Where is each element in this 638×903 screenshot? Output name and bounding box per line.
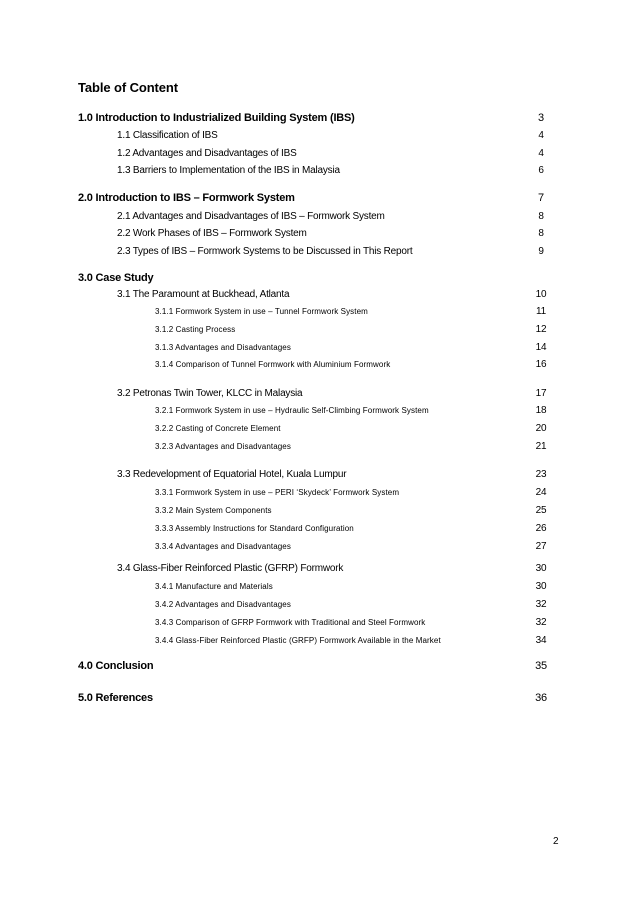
toc-entry-page: 3 xyxy=(538,112,544,124)
toc-entry-page: 17 xyxy=(535,388,547,399)
toc-entry-label: 5.0 References xyxy=(78,692,153,704)
toc-subsection-entry xyxy=(117,210,577,224)
toc-entry-label: 3.4.1 Manufacture and Materials xyxy=(155,582,273,591)
toc-subsubsection-entry xyxy=(155,522,575,536)
toc-entry-label: 3.0 Case Study xyxy=(78,272,154,284)
toc-entry-label: 1.2 Advantages and Disadvantages of IBS xyxy=(117,148,297,159)
toc-entry-label: 3.1.2 Casting Process xyxy=(155,325,236,334)
toc-entry-label: 3.2.3 Advantages and Disadvantages xyxy=(155,442,291,451)
toc-entry-label: 3.3.2 Main System Components xyxy=(155,506,272,515)
toc-entry-label: 3.1 The Paramount at Buckhead, Atlanta xyxy=(117,289,290,300)
toc-entry-page: 34 xyxy=(535,635,547,646)
toc-entry-page: 4 xyxy=(538,148,544,159)
toc-entry-page: 6 xyxy=(538,165,544,176)
toc-entry-label: 3.2.1 Formwork System in use – Hydraulic Self-Climbing Formwork System xyxy=(155,406,429,415)
toc-subsubsection-entry xyxy=(155,580,575,594)
toc-entry-page: 24 xyxy=(535,487,547,498)
toc-subsubsection-entry xyxy=(155,504,575,518)
toc-entry-page: 30 xyxy=(535,563,547,574)
toc-entry-label: 3.1.3 Advantages and Disadvantages xyxy=(155,343,291,352)
toc-entry-page: 32 xyxy=(535,617,547,628)
toc-entry-page: 32 xyxy=(535,599,547,610)
toc-subsubsection-entry xyxy=(155,616,575,630)
toc-section-entry xyxy=(78,111,578,125)
toc-entry-label: 2.2 Work Phases of IBS – Formwork System xyxy=(117,228,307,239)
toc-entry-label: 1.3 Barriers to Implementation of the IBS in Malaysia xyxy=(117,165,340,176)
toc-subsubsection-entry xyxy=(155,440,575,454)
toc-entry-label: 3.1.1 Formwork System in use – Tunnel Formwork System xyxy=(155,307,368,316)
toc-entry-page: 20 xyxy=(535,423,547,434)
toc-entry-page: 35 xyxy=(535,660,547,672)
toc-subsubsection-entry xyxy=(155,634,575,648)
toc-entry-page: 18 xyxy=(535,405,547,416)
toc-entry-page: 16 xyxy=(535,359,547,370)
toc-entry-label: 3.1.4 Comparison of Tunnel Formwork with Aluminium Formwork xyxy=(155,360,391,369)
toc-subsubsection-entry xyxy=(155,305,575,319)
toc-entry-page: 27 xyxy=(535,541,547,552)
toc-entry-label: 3.2.2 Casting of Concrete Element xyxy=(155,424,281,433)
toc-entry-page: 4 xyxy=(538,130,544,141)
toc-entry-page: 36 xyxy=(535,692,547,704)
toc-subsection-entry xyxy=(117,245,577,259)
toc-entry-page: 30 xyxy=(535,581,547,592)
toc-entry-page: 26 xyxy=(535,523,547,534)
toc-subsubsection-entry xyxy=(155,341,575,355)
toc-entry-page: 9 xyxy=(538,246,544,257)
toc-subsubsection-entry xyxy=(155,358,575,372)
toc-subsection-entry xyxy=(117,387,577,401)
toc-entry-label: 1.1 Classification of IBS xyxy=(117,130,218,141)
toc-entry-page: 21 xyxy=(535,441,547,452)
toc-entry-page: 10 xyxy=(535,289,547,300)
toc-entry-page: 23 xyxy=(535,469,547,480)
toc-entry-label: 3.4.2 Advantages and Disadvantages xyxy=(155,600,291,609)
toc-subsection-entry xyxy=(117,288,577,302)
toc-entry-page: 8 xyxy=(538,228,544,239)
toc-entry-label: 1.0 Introduction to Industrialized Building System (IBS) xyxy=(78,112,355,124)
toc-subsubsection-entry xyxy=(155,540,575,554)
toc-entry-label: 3.4.3 Comparison of GFRP Formwork with Traditional and Steel Formwork xyxy=(155,618,426,627)
toc-subsubsection-entry xyxy=(155,422,575,436)
toc-entry-page: 14 xyxy=(535,342,547,353)
toc-entry-label: 3.3.1 Formwork System in use – PERI ‘Skydeck’ Formwork System xyxy=(155,488,400,497)
toc-entry-page: 7 xyxy=(538,192,544,204)
toc-entry-page: 11 xyxy=(536,306,546,317)
toc-subsection-entry xyxy=(117,468,577,482)
toc-subsection-entry xyxy=(117,129,577,143)
toc-entry-label: 3.3.3 Assembly Instructions for Standard Configuration xyxy=(155,524,354,533)
toc-subsubsection-entry xyxy=(155,486,575,500)
toc-entry-label: 2.1 Advantages and Disadvantages of IBS – Formwork System xyxy=(117,211,385,222)
toc-entry-label: 3.4 Glass-Fiber Reinforced Plastic (GFRP) Formwork xyxy=(117,563,344,574)
page-number: 2 xyxy=(553,836,559,847)
toc-entry-label: 2.0 Introduction to IBS – Formwork System xyxy=(78,192,295,204)
toc-entry-page: 25 xyxy=(535,505,547,516)
toc-section-entry xyxy=(78,271,578,285)
toc-entry-label: 2.3 Types of IBS – Formwork Systems to be Discussed in This Report xyxy=(117,246,413,257)
toc-section-entry xyxy=(78,691,578,705)
toc-subsection-entry xyxy=(117,147,577,161)
toc-section-entry xyxy=(78,659,578,673)
toc-entry-label: 3.3 Redevelopment of Equatorial Hotel, Kuala Lumpur xyxy=(117,469,347,480)
toc-subsubsection-entry xyxy=(155,323,575,337)
toc-entry-page: 12 xyxy=(535,324,547,335)
toc-title: Table of Content xyxy=(78,80,178,95)
toc-subsubsection-entry xyxy=(155,404,575,418)
toc-subsubsection-entry xyxy=(155,598,575,612)
toc-subsection-entry xyxy=(117,164,577,178)
toc-entry-label: 3.2 Petronas Twin Tower, KLCC in Malaysia xyxy=(117,388,303,399)
toc-entry-label: 3.3.4 Advantages and Disadvantages xyxy=(155,542,291,551)
toc-section-entry xyxy=(78,191,578,205)
toc-entry-label: 3.4.4 Glass-Fiber Reinforced Plastic (GRFP) Formwork Available in the Market xyxy=(155,636,441,645)
toc-entry-label: 4.0 Conclusion xyxy=(78,660,154,672)
toc-subsection-entry xyxy=(117,562,577,576)
toc-subsection-entry xyxy=(117,227,577,241)
toc-entry-page: 8 xyxy=(538,211,544,222)
